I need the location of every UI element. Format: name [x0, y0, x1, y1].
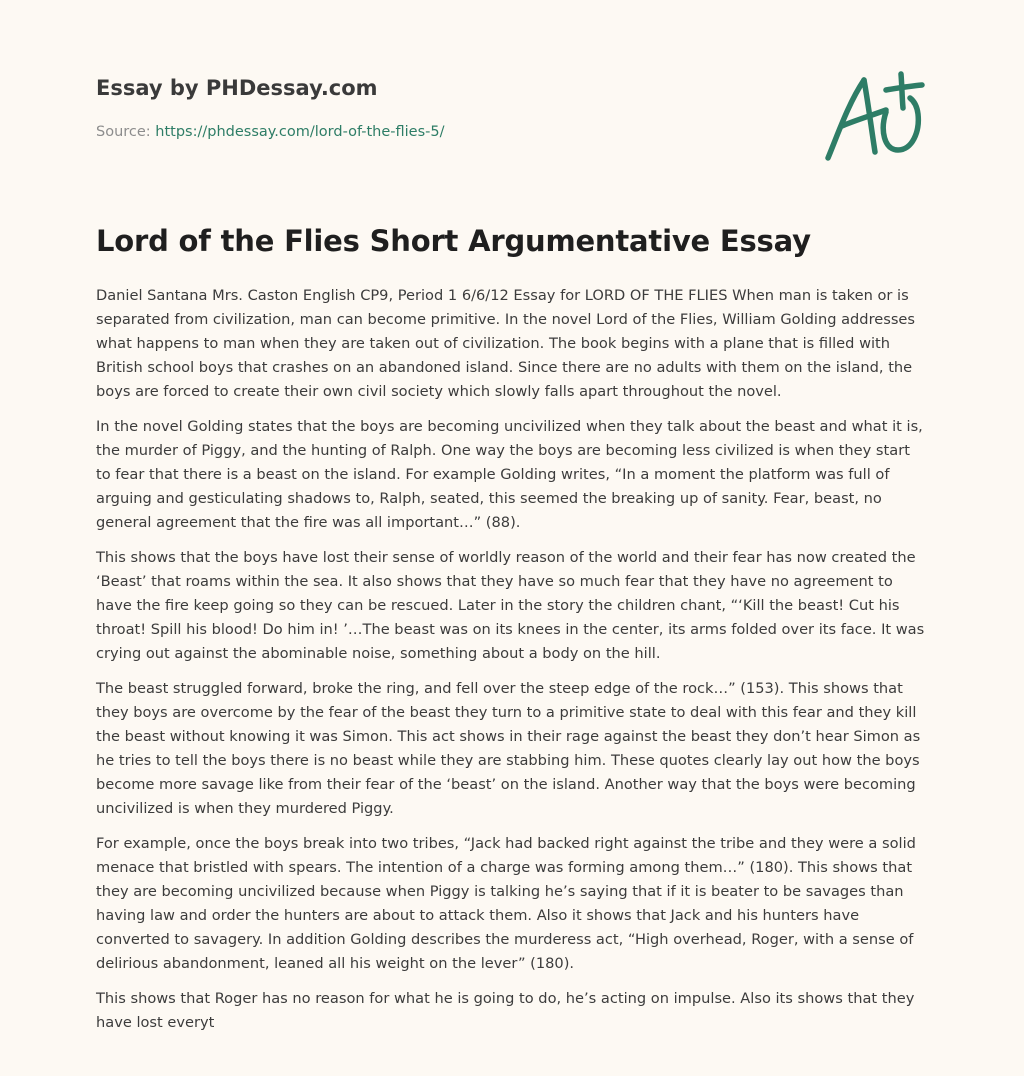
essay-body: [96, 284, 928, 1046]
source-line: [96, 124, 445, 140]
essay-paragraph: This shows that Roger has no reason for what he is going to do, he’s acting on impulse. Also its shows that they have lost everyt: [96, 990, 915, 1031]
source-label: Source:: [96, 124, 156, 140]
essay-paragraph: Daniel Santana Mrs. Caston English CP9, Period 1 6/6/12 Essay for LORD OF THE FLIES When man is taken or is separated from civilization, man can become primitive. In the novel Lord of the Flies, William Golding addresses what happens to man when they are taken out of civilization. The book begins with a plane that is filled with British school boys that crashes on an abandoned island. Since there are no adults with them on the island, the boys are forced to create their own civil society which slowly falls apart throughout the novel.: [96, 287, 916, 400]
a-plus-logo-icon: [824, 68, 928, 164]
essay-title: Lord of the Flies Short Argumentative Essay: [96, 224, 811, 258]
source-link[interactable]: https://phdessay.com/lord-of-the-flies-5/: [155, 124, 445, 140]
essay-paragraph: The beast struggled forward, broke the ring, and fell over the steep edge of the rock…” (153). This shows that they boys are overcome by the fear of the beast they turn to a primitive state to deal with this fear and they kill the beast without knowing it was Simon. This act shows in their rage against the beast they don’t hear Simon as he tries to tell the boys there is no beast while they are stabbing him. These quotes clearly lay out how the boys become more savage like from their fear of the ‘beast’ on the island. Another way that the boys were becoming uncivilized is when they murdered Piggy.: [96, 680, 921, 817]
essay-paragraph: This shows that the boys have lost their sense of worldly reason of the world and their fear has now created the ‘Beast’ that roams within the sea. It also shows that they have so much fear that they have no agreement to have the fire keep going so they can be rescued. Later in the story the children chant, “‘Kill the beast! Cut his throat! Spill his blood! Do him in! ’…The beast was on its knees in the center, its arms folded over its face. It was crying out against the abominable noise, something about a body on the hill.: [96, 549, 925, 662]
essay-paragraph: In the novel Golding states that the boys are becoming uncivilized when they talk about the beast and what it is, the murder of Piggy, and the hunting of Ralph. One way the boys are becoming less civilized is when they start to fear that there is a beast on the island. For example Golding writes, “In a moment the platform was full of arguing and gesticulating shadows to, Ralph, seated, this seemed the breaking up of sanity. Fear, beast, no general agreement that the fire was all important…” (88).: [96, 418, 923, 531]
essay-paragraph: For example, once the boys break into two tribes, “Jack had backed right against the tribe and they were a solid menace that bristled with spears. The intention of a charge was forming among them…” (180). This shows that they are becoming uncivilized because when Piggy is talking he’s saying that if it is beater to be savages than having law and order the hunters are about to attack them. Also it shows that Jack and his hunters have converted to savagery. In addition Golding describes the murderess act, “High overhead, Roger, with a sense of delirious abandonment, leaned all his weight on the lever” (180).: [96, 835, 916, 972]
site-title: Essay by PHDessay.com: [96, 76, 378, 100]
